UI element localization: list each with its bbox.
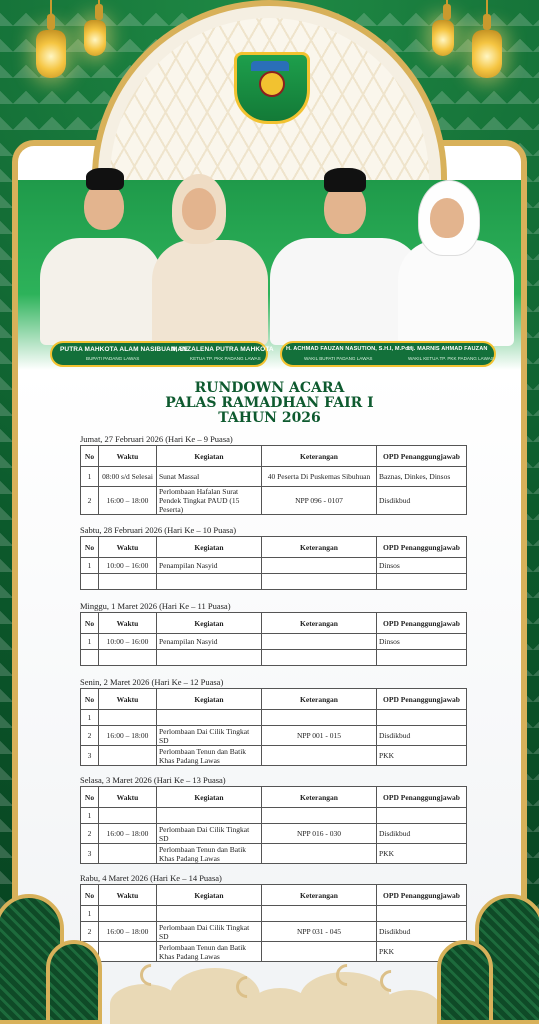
cell-opd: PKK <box>377 746 467 766</box>
cell-no: 1 <box>81 906 99 922</box>
cell-kegiatan: Perlombaan Tenun dan Batik Khas Padang Lawas <box>157 942 262 962</box>
cell-no <box>81 650 99 666</box>
lantern-icon <box>432 20 454 56</box>
cell-opd: Baznas, Dinkes, Dinsos <box>377 467 467 487</box>
table-row <box>81 574 467 590</box>
cell-opd <box>377 808 467 824</box>
cell-keterangan: NPP 096 - 0107 <box>262 487 377 515</box>
official-photo-2 <box>150 170 270 345</box>
lantern-icon <box>472 30 502 78</box>
cell-kegiatan: Perlombaan Tenun dan Batik Khas Padang Lawas <box>157 746 262 766</box>
cell-keterangan <box>262 746 377 766</box>
table-row <box>81 746 467 766</box>
cell-keterangan <box>262 574 377 590</box>
col-header-keterangan: Keterangan <box>262 689 377 710</box>
col-header-waktu: Waktu <box>99 787 157 808</box>
table-row <box>81 558 467 574</box>
schedule-table <box>80 445 467 515</box>
cell-opd: Disdikbud <box>377 824 467 844</box>
schedule-table <box>80 688 467 766</box>
cell-waktu: 10:00 – 16:00 <box>99 558 157 574</box>
col-header-keterangan: Keterangan <box>262 613 377 634</box>
official-role-3: WAKIL BUPATI PADANG LAWAS <box>304 356 373 361</box>
cell-keterangan <box>262 650 377 666</box>
table-row <box>81 808 467 824</box>
cell-no: 2 <box>81 726 99 746</box>
official-name-4: Hj. MARNIS AHMAD FAUZAN <box>408 346 488 352</box>
cell-no: 1 <box>81 558 99 574</box>
col-header-no: No <box>81 885 99 906</box>
cell-keterangan <box>262 844 377 864</box>
cell-keterangan <box>262 906 377 922</box>
ornamental-gate-left-inner <box>46 940 102 1024</box>
cell-waktu: 16:00 – 18:00 <box>99 487 157 515</box>
day-label: Rabu, 4 Maret 2026 (Hari Ke – 14 Puasa) <box>80 873 222 883</box>
col-header-kegiatan: Kegiatan <box>157 446 262 467</box>
col-header-keterangan: Keterangan <box>262 446 377 467</box>
cell-waktu: 16:00 – 18:00 <box>99 824 157 844</box>
cell-opd <box>377 710 467 726</box>
official-name-3: H. ACHMAD FAUZAN NASUTION, S.H.I, M.Pd.I <box>286 346 412 352</box>
title-line-2: PALAS RAMADHAN FAIR I <box>165 395 374 411</box>
col-header-waktu: Waktu <box>99 885 157 906</box>
lantern-icon <box>36 30 66 78</box>
col-header-opd: OPD Penanggungjawab <box>377 885 467 906</box>
col-header-waktu: Waktu <box>99 537 157 558</box>
table-row <box>81 710 467 726</box>
col-header-opd: OPD Penanggungjawab <box>377 446 467 467</box>
cell-kegiatan: Perlombaan Dai Cilik Tingkat SD <box>157 726 262 746</box>
cell-waktu <box>99 574 157 590</box>
col-header-keterangan: Keterangan <box>262 787 377 808</box>
col-header-kegiatan: Kegiatan <box>157 613 262 634</box>
col-header-no: No <box>81 787 99 808</box>
title-line-1: RUNDOWN ACARA <box>194 380 345 396</box>
col-header-no: No <box>81 689 99 710</box>
official-role-1: BUPATI PADANG LAWAS <box>86 356 140 361</box>
ornamental-gate-right-inner <box>437 940 493 1024</box>
cell-kegiatan <box>157 710 262 726</box>
cell-kegiatan: Sunat Massal <box>157 467 262 487</box>
table-row <box>81 726 467 746</box>
cell-kegiatan: Penampilan Nasyid <box>157 558 262 574</box>
col-header-opd: OPD Penanggungjawab <box>377 613 467 634</box>
day-label: Minggu, 1 Maret 2026 (Hari Ke – 11 Puasa) <box>80 601 231 611</box>
table-row <box>81 467 467 487</box>
cell-waktu <box>99 808 157 824</box>
table-row <box>81 487 467 515</box>
schedule-table <box>80 612 467 666</box>
official-name-1: PUTRA MAHKOTA ALAM NASIBUAN, SE <box>60 346 189 353</box>
col-header-keterangan: Keterangan <box>262 885 377 906</box>
day-label: Selasa, 3 Maret 2026 (Hari Ke – 13 Puasa) <box>80 775 226 785</box>
cell-kegiatan <box>157 574 262 590</box>
table-row <box>81 906 467 922</box>
emblem-roof <box>251 61 289 71</box>
cell-kegiatan <box>157 906 262 922</box>
cell-keterangan: 40 Peserta Di Puskemas Sibuhuan <box>262 467 377 487</box>
cell-waktu <box>99 746 157 766</box>
official-name-2: MANZALENA PUTRA MAHKOTA <box>172 346 274 353</box>
cell-keterangan <box>262 808 377 824</box>
col-header-opd: OPD Penanggungjawab <box>377 537 467 558</box>
col-header-no: No <box>81 537 99 558</box>
schedule-table <box>80 536 467 590</box>
cell-opd <box>377 574 467 590</box>
col-header-kegiatan: Kegiatan <box>157 689 262 710</box>
table-row <box>81 844 467 864</box>
official-role-4: WAKIL KETUA TP. PKK PADANG LAWAS <box>408 356 494 361</box>
cell-opd: PKK <box>377 942 467 962</box>
cell-waktu <box>99 906 157 922</box>
official-photo-1 <box>36 160 166 345</box>
cell-kegiatan: Perlombaan Dai Cilik Tingkat SD <box>157 824 262 844</box>
official-role-2: KETUA TP. PKK PADANG LAWAS <box>190 356 261 361</box>
col-header-waktu: Waktu <box>99 613 157 634</box>
cell-keterangan: NPP 016 - 030 <box>262 824 377 844</box>
cell-kegiatan: Perlombaan Tenun dan Batik Khas Padang Lawas <box>157 844 262 864</box>
cell-waktu: 10:00 – 16:00 <box>99 634 157 650</box>
cell-opd: Dinsos <box>377 558 467 574</box>
col-header-opd: OPD Penanggungjawab <box>377 787 467 808</box>
cell-opd: Disdikbud <box>377 922 467 942</box>
schedule-table <box>80 786 467 864</box>
cell-no: 2 <box>81 824 99 844</box>
cell-no: 2 <box>81 487 99 515</box>
col-header-opd: OPD Penanggungjawab <box>377 689 467 710</box>
col-header-no: No <box>81 613 99 634</box>
cell-keterangan <box>262 710 377 726</box>
cell-kegiatan: Perlombaan Dai Cilik Tingkat SD <box>157 922 262 942</box>
cell-kegiatan: Penampilan Nasyid <box>157 634 262 650</box>
cell-no: 3 <box>81 844 99 864</box>
cell-opd: Disdikbud <box>377 726 467 746</box>
cell-kegiatan <box>157 650 262 666</box>
cell-no: 3 <box>81 746 99 766</box>
table-row <box>81 634 467 650</box>
cell-keterangan: NPP 031 - 045 <box>262 922 377 942</box>
cell-waktu <box>99 650 157 666</box>
cell-no: 1 <box>81 710 99 726</box>
col-header-no: No <box>81 446 99 467</box>
cell-waktu <box>99 844 157 864</box>
cell-waktu: 08:00 s/d Selesai <box>99 467 157 487</box>
day-label: Senin, 2 Maret 2026 (Hari Ke – 12 Puasa) <box>80 677 224 687</box>
day-label: Jumat, 27 Februari 2026 (Hari Ke – 9 Puasa) <box>80 434 233 444</box>
col-header-waktu: Waktu <box>99 446 157 467</box>
cell-no: 1 <box>81 467 99 487</box>
cell-waktu <box>99 710 157 726</box>
cell-opd: Disdikbud <box>377 487 467 515</box>
table-row <box>81 824 467 844</box>
cell-keterangan: NPP 001 - 015 <box>262 726 377 746</box>
name-bar-left <box>50 341 268 367</box>
name-bar-right <box>280 341 496 367</box>
emblem-center <box>259 71 285 97</box>
official-photo-4 <box>396 176 516 346</box>
table-row <box>81 650 467 666</box>
day-label: Sabtu, 28 Februari 2026 (Hari Ke – 10 Puasa) <box>80 525 237 535</box>
lantern-icon <box>84 20 106 56</box>
cell-keterangan <box>262 558 377 574</box>
cell-no: 1 <box>81 634 99 650</box>
cell-opd: PKK <box>377 844 467 864</box>
col-header-kegiatan: Kegiatan <box>157 787 262 808</box>
col-header-kegiatan: Kegiatan <box>157 537 262 558</box>
title-line-3: TAHUN 2026 <box>218 410 321 426</box>
cell-no: 1 <box>81 808 99 824</box>
col-header-kegiatan: Kegiatan <box>157 885 262 906</box>
cell-opd <box>377 906 467 922</box>
cell-kegiatan <box>157 808 262 824</box>
cell-keterangan <box>262 634 377 650</box>
cell-opd: Dinsos <box>377 634 467 650</box>
cell-waktu: 16:00 – 18:00 <box>99 922 157 942</box>
regency-emblem-icon <box>234 52 310 124</box>
table-row <box>81 922 467 942</box>
cell-no <box>81 574 99 590</box>
cell-waktu: 16:00 – 18:00 <box>99 726 157 746</box>
cell-kegiatan: Perlombaan Hafalan Surat Pendek Tingkat PAUD (15 Peserta) <box>157 487 262 515</box>
col-header-waktu: Waktu <box>99 689 157 710</box>
cell-opd <box>377 650 467 666</box>
col-header-keterangan: Keterangan <box>262 537 377 558</box>
cell-no: 2 <box>81 922 99 942</box>
